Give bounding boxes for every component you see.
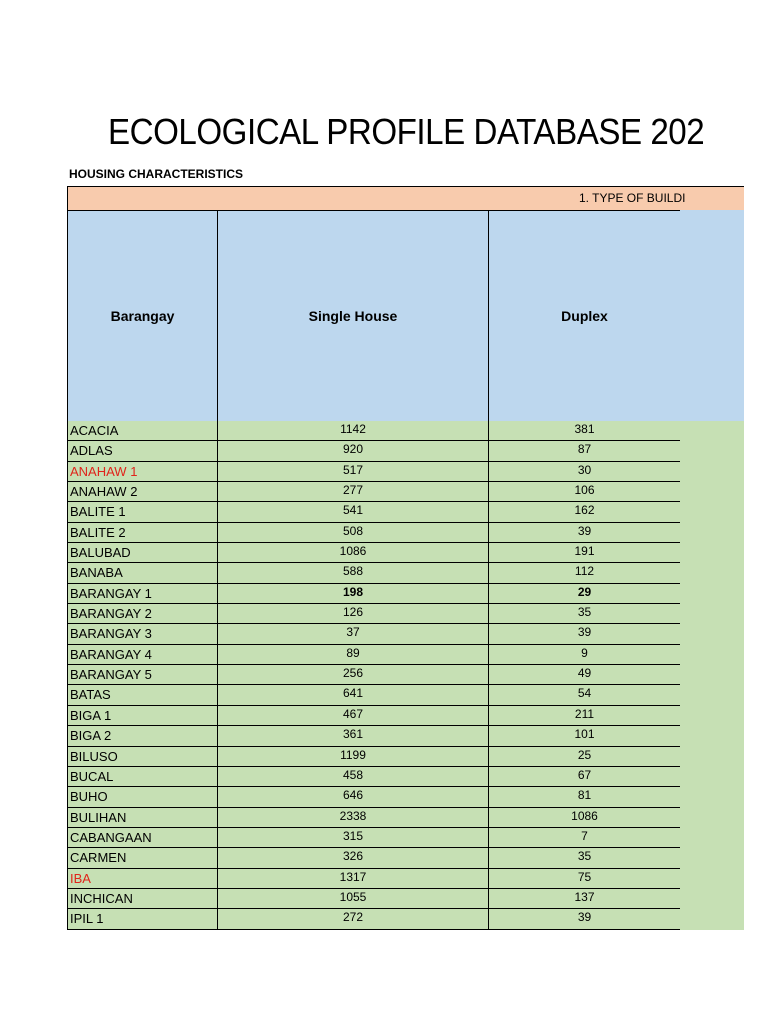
barangay-cell[interactable]: CABANGAAN xyxy=(67,828,217,847)
duplex-cell[interactable]: 7 xyxy=(488,828,680,847)
duplex-cell[interactable]: 75 xyxy=(488,869,680,888)
page-title: ECOLOGICAL PROFILE DATABASE 202 xyxy=(108,111,705,152)
table-overflow-fill xyxy=(680,421,744,930)
single-house-cell[interactable]: 315 xyxy=(217,828,488,847)
single-house-cell[interactable]: 89 xyxy=(217,645,488,664)
table-row[interactable] xyxy=(67,747,680,767)
duplex-cell[interactable]: 9 xyxy=(488,645,680,664)
column-header-duplex[interactable]: Duplex xyxy=(488,210,680,421)
table-row[interactable] xyxy=(67,665,680,685)
barangay-cell[interactable]: BALITE 1 xyxy=(67,502,217,521)
duplex-cell[interactable]: 30 xyxy=(488,462,680,481)
barangay-cell[interactable]: BARANGAY 4 xyxy=(67,645,217,664)
duplex-cell[interactable]: 162 xyxy=(488,502,680,521)
single-house-cell[interactable]: 1199 xyxy=(217,747,488,766)
duplex-cell[interactable]: 211 xyxy=(488,706,680,725)
barangay-cell[interactable]: INCHICAN xyxy=(67,889,217,908)
single-house-cell[interactable]: 272 xyxy=(217,909,488,928)
table-row[interactable] xyxy=(67,584,680,604)
duplex-cell[interactable]: 49 xyxy=(488,665,680,684)
single-house-cell[interactable]: 458 xyxy=(217,767,488,786)
table-row[interactable] xyxy=(67,645,680,665)
single-house-cell[interactable]: 508 xyxy=(217,523,488,542)
single-house-cell[interactable]: 1317 xyxy=(217,869,488,888)
duplex-cell[interactable]: 67 xyxy=(488,767,680,786)
single-house-cell[interactable]: 198 xyxy=(217,584,488,603)
duplex-cell[interactable]: 54 xyxy=(488,685,680,704)
table-row[interactable] xyxy=(67,889,680,909)
single-house-cell[interactable]: 467 xyxy=(217,706,488,725)
barangay-cell[interactable]: BIGA 1 xyxy=(67,706,217,725)
single-house-cell[interactable]: 1142 xyxy=(217,421,488,440)
table-row[interactable] xyxy=(67,685,680,705)
single-house-cell[interactable]: 1055 xyxy=(217,889,488,908)
duplex-cell[interactable]: 39 xyxy=(488,624,680,643)
table-body xyxy=(67,421,680,930)
barangay-cell[interactable]: BARANGAY 2 xyxy=(67,604,217,623)
barangay-cell[interactable]: BARANGAY 1 xyxy=(67,584,217,603)
table-row[interactable] xyxy=(67,523,680,543)
duplex-cell[interactable]: 29 xyxy=(488,584,680,603)
single-house-cell[interactable]: 361 xyxy=(217,726,488,745)
barangay-cell[interactable]: BIGA 2 xyxy=(67,726,217,745)
column-header-single-house[interactable]: Single House xyxy=(217,210,488,421)
table-row[interactable] xyxy=(67,543,680,563)
duplex-cell[interactable]: 1086 xyxy=(488,808,680,827)
barangay-cell[interactable]: ANAHAW 2 xyxy=(67,482,217,501)
section-label: 1. TYPE OF BUILDI xyxy=(579,191,686,205)
barangay-cell[interactable]: BALUBAD xyxy=(67,543,217,562)
single-house-cell[interactable]: 126 xyxy=(217,604,488,623)
table-row[interactable] xyxy=(67,482,680,502)
barangay-cell[interactable]: BALITE 2 xyxy=(67,523,217,542)
single-house-cell[interactable]: 1086 xyxy=(217,543,488,562)
table-row[interactable] xyxy=(67,441,680,461)
table-row[interactable] xyxy=(67,604,680,624)
barangay-cell[interactable]: ANAHAW 1 xyxy=(67,462,217,481)
table-row[interactable] xyxy=(67,563,680,583)
section-subtitle: HOUSING CHARACTERISTICS xyxy=(69,167,244,181)
table-row[interactable] xyxy=(67,848,680,868)
section-header-bar xyxy=(67,186,744,210)
single-house-cell[interactable]: 588 xyxy=(217,563,488,582)
duplex-cell[interactable]: 39 xyxy=(488,909,680,928)
barangay-cell[interactable]: BULIHAN xyxy=(67,808,217,827)
single-house-cell[interactable]: 37 xyxy=(217,624,488,643)
table-row[interactable] xyxy=(67,767,680,787)
single-house-cell[interactable]: 920 xyxy=(217,441,488,460)
duplex-cell[interactable]: 35 xyxy=(488,604,680,623)
duplex-cell[interactable]: 137 xyxy=(488,889,680,908)
table-row[interactable] xyxy=(67,462,680,482)
duplex-cell[interactable]: 191 xyxy=(488,543,680,562)
barangay-cell[interactable]: BUCAL xyxy=(67,767,217,786)
barangay-cell[interactable]: BARANGAY 5 xyxy=(67,665,217,684)
table-row[interactable] xyxy=(67,706,680,726)
barangay-cell[interactable]: BILUSO xyxy=(67,747,217,766)
single-house-cell[interactable]: 2338 xyxy=(217,808,488,827)
column-header-barangay[interactable]: Barangay xyxy=(67,210,217,421)
table-row[interactable] xyxy=(67,787,680,807)
barangay-cell[interactable]: BANABA xyxy=(67,563,217,582)
duplex-cell[interactable]: 35 xyxy=(488,848,680,867)
table-row[interactable] xyxy=(67,624,680,644)
table-row[interactable] xyxy=(67,502,680,522)
duplex-cell[interactable]: 87 xyxy=(488,441,680,460)
single-house-cell[interactable]: 326 xyxy=(217,848,488,867)
table-row[interactable] xyxy=(67,808,680,828)
barangay-cell[interactable]: ACACIA xyxy=(67,421,217,440)
barangay-cell[interactable]: BATAS xyxy=(67,685,217,704)
single-house-cell[interactable]: 641 xyxy=(217,685,488,704)
table-row[interactable] xyxy=(67,421,680,441)
single-house-cell[interactable]: 256 xyxy=(217,665,488,684)
table-row[interactable] xyxy=(67,909,680,929)
duplex-cell[interactable]: 39 xyxy=(488,523,680,542)
duplex-cell[interactable]: 101 xyxy=(488,726,680,745)
duplex-cell[interactable]: 381 xyxy=(488,421,680,440)
barangay-cell[interactable]: IPIL 1 xyxy=(67,909,217,928)
single-house-cell[interactable]: 541 xyxy=(217,502,488,521)
table-header-row xyxy=(67,210,744,421)
duplex-cell[interactable]: 106 xyxy=(488,482,680,501)
single-house-cell[interactable]: 517 xyxy=(217,462,488,481)
duplex-cell[interactable]: 112 xyxy=(488,563,680,582)
barangay-cell[interactable]: CARMEN xyxy=(67,848,217,867)
barangay-cell[interactable]: BARANGAY 3 xyxy=(67,624,217,643)
duplex-cell[interactable]: 81 xyxy=(488,787,680,806)
duplex-cell[interactable]: 25 xyxy=(488,747,680,766)
table-row[interactable] xyxy=(67,828,680,848)
table-row[interactable] xyxy=(67,726,680,746)
single-house-cell[interactable]: 646 xyxy=(217,787,488,806)
single-house-cell[interactable]: 277 xyxy=(217,482,488,501)
table-row[interactable] xyxy=(67,869,680,889)
barangay-cell[interactable]: ADLAS xyxy=(67,441,217,460)
barangay-cell[interactable]: IBA xyxy=(67,869,217,888)
barangay-cell[interactable]: BUHO xyxy=(67,787,217,806)
